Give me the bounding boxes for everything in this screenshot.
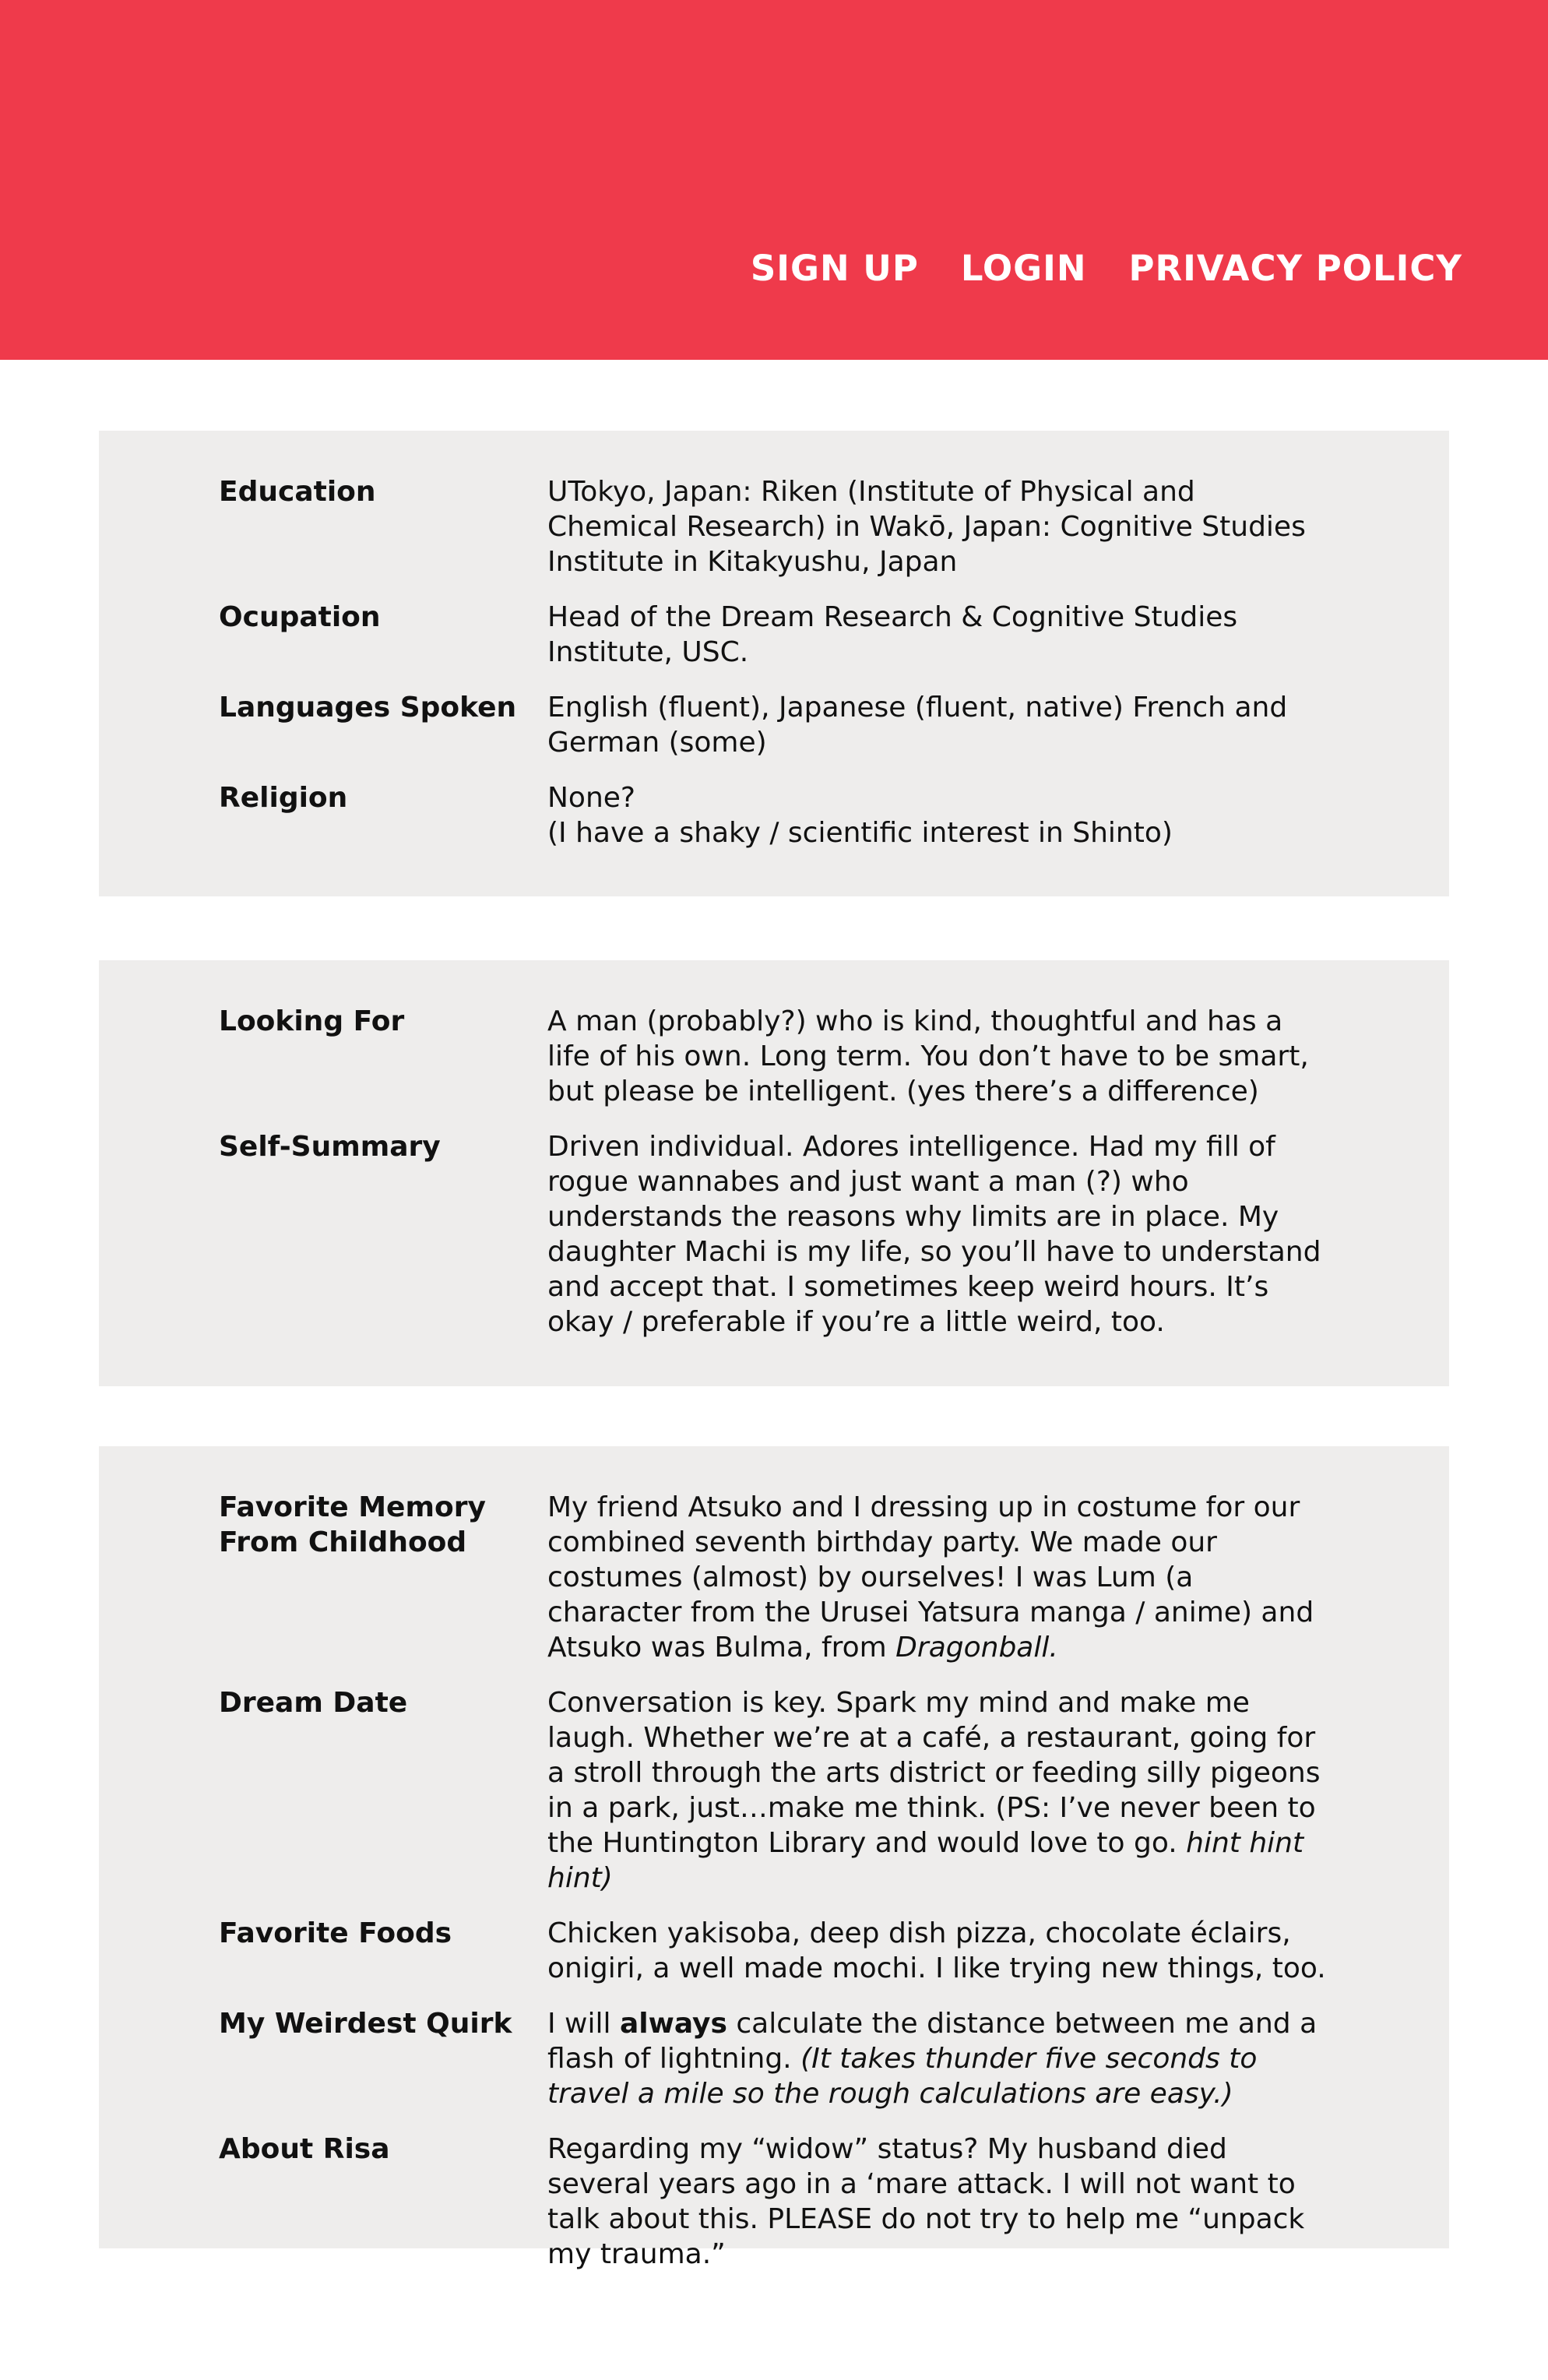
row-label: About Risa xyxy=(219,2133,390,2165)
about-panel xyxy=(99,960,1449,1386)
profile-row-dream-date xyxy=(219,1685,1449,1896)
row-label: Education xyxy=(219,476,376,508)
row-label: Dream Date xyxy=(219,1687,408,1719)
row-value: English (fluent), Japanese (fluent, native) French and German (some) xyxy=(547,692,1288,759)
value-italic: Dragonball. xyxy=(895,1632,1058,1664)
profile-row-favorite-foods xyxy=(219,1916,1449,1986)
row-value: Regarding my “widow” status? My husband died several years ago in a ‘mare attack. I will not want to talk about this. PLEASE do not try to help me “unpack my trauma.” xyxy=(547,2133,1305,2270)
row-value: Chicken yakisoba, deep dish pizza, chocolate éclairs, onigiri, a well made mochi. I like trying new things, too. xyxy=(547,1917,1326,1984)
profile-row-favorite-memory xyxy=(219,1490,1449,1665)
value-text: I will xyxy=(547,2008,620,2040)
row-label: Ocupation xyxy=(219,601,381,633)
nav-privacy-policy-link[interactable]: PRIVACY POLICY xyxy=(1128,248,1462,289)
row-label: Self-Summary xyxy=(219,1131,441,1163)
profile-row-education xyxy=(219,474,1449,579)
profile-row-about-risa xyxy=(219,2132,1449,2272)
profile-row-weirdest-quirk xyxy=(219,2006,1449,2111)
profile-row-looking-for xyxy=(219,1004,1449,1109)
row-value: UTokyo, Japan: Riken (Institute of Physical and Chemical Research) in Wakō, Japan: Cognitive Studies Institute in Kitakyushu, Japan xyxy=(547,476,1306,578)
row-value xyxy=(547,1685,1334,1896)
row-label: Looking For xyxy=(219,1005,405,1037)
row-label: My Weirdest Quirk xyxy=(219,2008,512,2040)
value-bold: always xyxy=(619,2008,727,2040)
top-nav xyxy=(751,245,1462,292)
extras-panel xyxy=(99,1446,1449,2270)
value-text: My friend Atsuko and I dressing up in costume for our combined seventh birthday party. We made our costumes (almost) by ourselves! I was Lum (a character from the Urusei Yatsura manga / anime) and Atsuko was Bulma, from xyxy=(547,1491,1314,1664)
profile-row-occupation xyxy=(219,600,1449,670)
nav-login-link[interactable]: LOGIN xyxy=(960,248,1087,289)
profile-row-religion xyxy=(219,780,1449,850)
row-label: Religion xyxy=(219,782,348,814)
value-text: Conversation is key. Spark my mind and make me laugh. Whether we’re at a café, a restaurant, going for a stroll through the arts district or feeding silly pigeons in a park, just…make me think. (PS: I’ve never been to the Huntington Library and would love to go. xyxy=(547,1687,1321,1859)
row-value xyxy=(547,2006,1334,2111)
value-italic: hint hint hint) xyxy=(547,1827,1304,1894)
row-value: Driven individual. Adores intelligence. Had my fill of rogue wannabes and just want a man (?) who understands the reasons why limits are in place. My daughter Machi is my life, so you’ll have to understand and accept that. I sometimes keep weird hours. It’s okay / preferable if you’re a little weird, too. xyxy=(547,1131,1321,1338)
header-bar xyxy=(0,0,1548,360)
row-value: A man (probably?) who is kind, thoughtful and has a life of his own. Long term. You don’t have to be smart, but please be intelligent. (yes there’s a difference) xyxy=(547,1005,1309,1107)
row-label: Languages Spoken xyxy=(219,692,517,724)
value-italic: (It takes thunder five seconds to travel a mile so the rough calculations are easy.) xyxy=(547,2043,1258,2110)
row-value: Head of the Dream Research & Cognitive Studies Institute, USC. xyxy=(547,601,1238,668)
profile-row-languages xyxy=(219,690,1449,760)
row-label: Favorite Memory From Childhood xyxy=(219,1491,486,1558)
profile-row-self-summary xyxy=(219,1129,1449,1340)
nav-sign-up-link[interactable]: SIGN UP xyxy=(750,248,919,289)
row-value xyxy=(547,1490,1334,1665)
row-label: Favorite Foods xyxy=(219,1917,452,1949)
value-text: calculate the distance between me and a flash of lightning. xyxy=(547,2008,1318,2075)
basics-panel xyxy=(99,431,1449,896)
row-value: None? (I have a shaky / scientific interest in Shinto) xyxy=(547,782,1173,849)
